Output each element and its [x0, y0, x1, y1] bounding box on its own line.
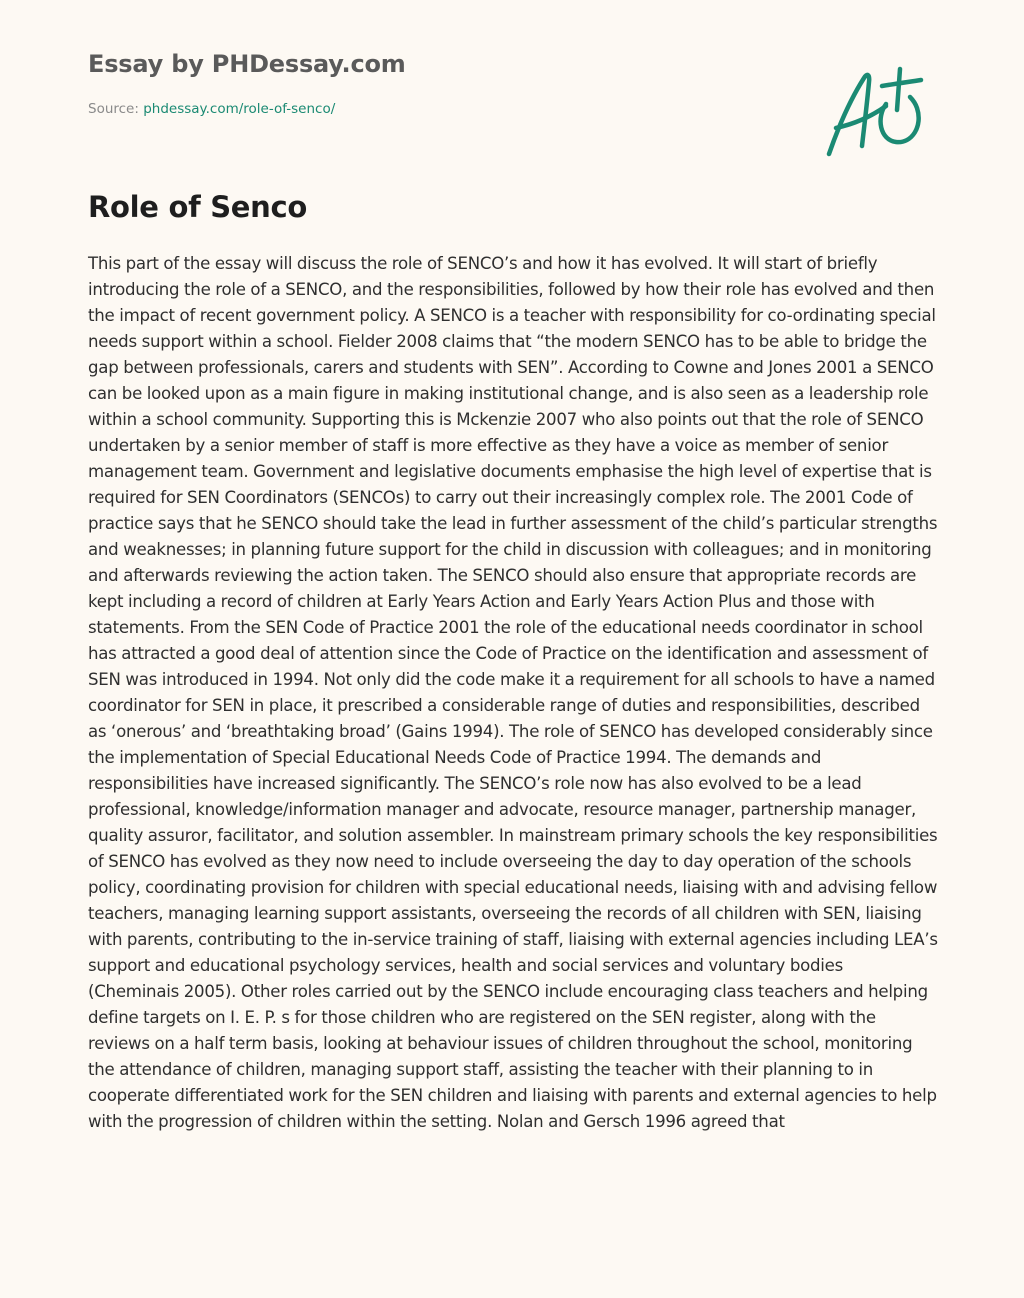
a-plus-logo-icon: [820, 62, 930, 162]
source-label: Source:: [88, 101, 144, 117]
a-plus-logo: [820, 62, 930, 162]
essay-title: Role of Senco: [88, 190, 308, 224]
site-title: Essay by PHDessay.com: [88, 50, 406, 78]
source-line: [88, 101, 335, 117]
bottom-fade-overlay: [0, 1238, 1024, 1298]
essay-body: This part of the essay will discuss the role of SENCO’s and how it has evolved. It will start of briefly introducing the role of a SENCO, and the responsibilities, followed by how their role has evolved and then the impact of recent government policy. A SENCO is a teacher with responsibility for co-ordinating special needs support within a school. Fielder 2008 claims that “the modern SENCO has to be able to bridge the gap between professionals, carers and students with SEN”. According to Cowne and Jones 2001 a SENCO can be looked upon as a main figure in making institutional change, and is also seen as a leadership role within a school community. Supporting this is Mckenzie 2007 who also points out that the role of SENCO undertaken by a senior member of staff is more effective as they have a voice as member of senior management team. Government and legislative documents emphasise the high level of expertise that is required for SEN Coordinators (SENCOs) to carry out their increasingly complex role. The 2001 Code of practice says that he SENCO should take the lead in further assessment of the child’s particular strengths and weaknesses; in planning future support for the child in discussion with colleagues; and in monitoring and afterwards reviewing the action taken. The SENCO should also ensure that appropriate records are kept including a record of children at Early Years Action and Early Years Action Plus and those with statements. From the SEN Code of Practice 2001 the role of the educational needs coordinator in school has attracted a good deal of attention since the Code of Practice on the identification and assessment of SEN was introduced in 1994. Not only did the code make it a requirement for all schools to have a named coordinator for SEN in place, it prescribed a considerable range of duties and responsibilities, described as ‘onerous’ and ‘breathtaking broad’ (Gains 1994). The role of SENCO has developed considerably since the implementation of Special Educational Needs Code of Practice 1994. The demands and responsibilities have increased significantly. The SENCO’s role now has also evolved to be a lead professional, knowledge/information manager and advocate, resource manager, partnership manager, quality assuror, facilitator, and solution assembler. In mainstream primary schools the key responsibilities of SENCO has evolved as they now need to include overseeing the day to day operation of the schools policy, coordinating provision for children with special educational needs, liaising with and advising fellow teachers, managing learning support assistants, overseeing the records of all children with SEN, liaising with parents, contributing to the in-service training of staff, liaising with external agencies including LEA’s support and educational psychology services, health and social services and voluntary bodies (Cheminais 2005). Other roles carried out by the SENCO include encouraging class teachers and helping define targets on I. E. P. s for those children who are registered on the SEN register, along with the reviews on a half term basis, looking at behaviour issues of children throughout the school, monitoring the attendance of children, managing support staff, assisting the teacher with their planning to in cooperate differentiated work for the SEN children and liaising with parents and external agencies to help with the progression of children within the setting. Nolan and Gersch 1996 agreed that: [88, 254, 938, 1131]
source-link[interactable]: phdessay.com/role-of-senco/: [143, 101, 336, 117]
